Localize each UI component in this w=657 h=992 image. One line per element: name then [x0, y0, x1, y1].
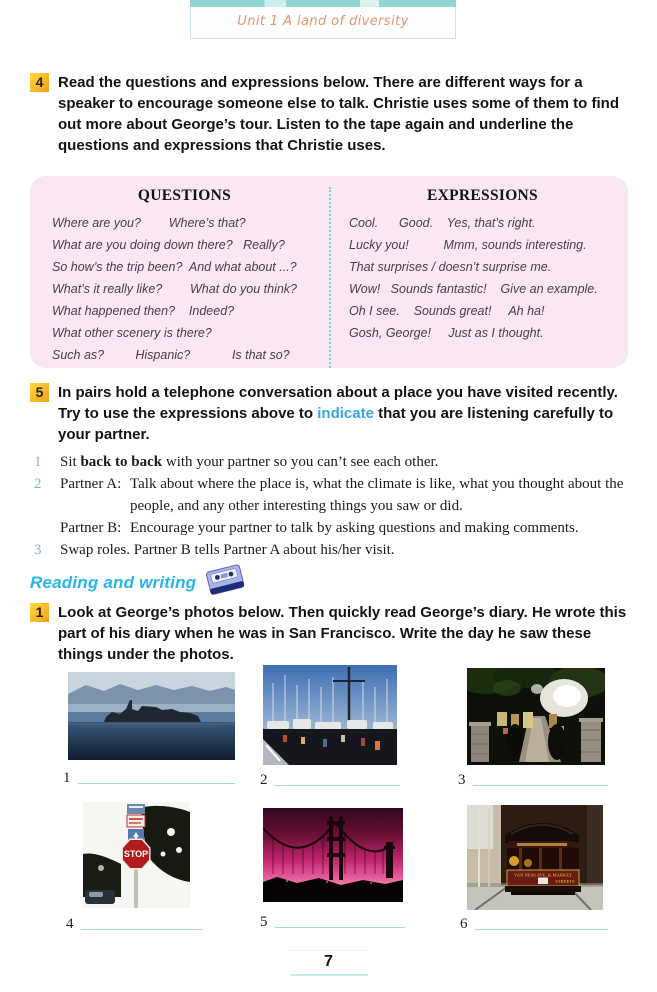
partner-b-row: [60, 517, 635, 539]
unit-title: Unit 1 A land of diversity: [190, 7, 456, 39]
photo-island-in-bay: [68, 672, 235, 760]
photo-caption-4: [66, 913, 202, 933]
answer-blank: [78, 783, 236, 784]
step-3: [34, 539, 635, 561]
exercise-4: [30, 72, 633, 156]
question-line: What are you doing down there? Really?: [52, 238, 285, 252]
photo-number: 3: [458, 772, 466, 788]
photo-marina-sailboats: [263, 665, 397, 765]
text-before: In pairs hold a telephone conversation about a place you have visited recently. Try to use the expressions above to: [58, 384, 618, 422]
question-line: What happened then? Indeed?: [52, 304, 235, 318]
answer-blank: [81, 929, 203, 930]
exercise-1-text: Look at George’s photos below. Then quickly read George’s diary. He wrote this part of his diary when he was in San Francisco. Write the day he saw these things under the photos.: [58, 604, 627, 663]
exercise-number-badge: 5: [30, 383, 49, 402]
exercise-5-text: [58, 382, 633, 445]
photo-grid: [0, 655, 657, 945]
answer-blank: [473, 785, 609, 786]
photo-stop-sign: [83, 802, 190, 908]
partner-b-text: Encourage your partner to talk by asking questions and making comments.: [130, 520, 579, 536]
questions-title: QUESTIONS: [137, 187, 232, 204]
exercise-5: [30, 382, 633, 445]
question-line: What other scenery is there?: [52, 326, 212, 340]
photo-number: 4: [66, 916, 74, 932]
section-heading: [30, 567, 244, 599]
step-1-text: [60, 451, 635, 473]
partner-a-row: [60, 473, 635, 517]
exercise-number-badge: 4: [30, 73, 49, 92]
photo-cable-car: [467, 805, 603, 910]
expression-line: Lucky you! Mmm, sounds interesting.: [349, 238, 587, 252]
text-after: that you are listening carefully to your partner.: [58, 405, 614, 443]
photo-number: 2: [260, 772, 268, 788]
expressions-column: [329, 187, 628, 368]
expressions-title: EXPRESSIONS: [427, 187, 538, 204]
partner-b-label: Partner B:: [60, 520, 122, 536]
expression-line: Gosh, George! Just as I thought.: [349, 326, 544, 340]
photo-caption-1: [63, 767, 235, 787]
step-3-text: Swap roles. Partner B tells Partner A about his/her visit.: [60, 542, 395, 558]
answer-blank: [475, 929, 609, 930]
step-number: 2: [34, 476, 42, 492]
section-heading-title: Reading and writing: [30, 573, 197, 592]
exercise-number-badge: 1: [30, 603, 49, 622]
answer-blank: [275, 927, 406, 928]
exercise-4-text: Read the questions and expressions below. There are different ways for a speaker to encourage someone else to talk. Christie uses some of them to find out more about George’s tour. Listen to the tape again and underline the questions and expressions that Christie uses.: [58, 74, 619, 154]
header-teal-band: [190, 0, 456, 7]
photo-golden-gate-bridge: [263, 808, 403, 902]
cable-car-sign-line2: STREETS: [555, 879, 575, 884]
page-number: 7: [290, 950, 368, 976]
step-2: [34, 473, 635, 539]
questions-column: [30, 187, 329, 368]
cassette-icon: [205, 563, 248, 603]
step-1-pre: Sit: [60, 454, 81, 470]
answer-blank: [275, 785, 401, 786]
photo-caption-6: [460, 913, 608, 933]
photo-caption-3: [458, 769, 608, 789]
question-line: Such as? Hispanic? Is that so?: [52, 348, 290, 362]
step-1-bold: back to back: [80, 454, 163, 470]
phrase-box: [30, 176, 628, 368]
question-line: So how’s the trip been? And what about ...?: [52, 260, 297, 274]
highlighted-word: indicate: [317, 405, 374, 422]
exercise-5-steps: [34, 451, 635, 561]
expression-line: That surprises / doesn’t surprise me.: [349, 260, 552, 274]
expression-line: Oh I see. Sounds great! Ah ha!: [349, 304, 545, 318]
photo-number: 5: [260, 914, 268, 930]
stop-sign-text: STOP: [123, 849, 149, 859]
photo-caption-2: [260, 769, 400, 789]
question-line: Where are you? Where’s that?: [52, 216, 246, 230]
cable-car-sign-line1: VAN NESS AVE. & MARKET: [514, 872, 572, 878]
photo-street-market: [467, 668, 605, 765]
page-footer: [0, 950, 657, 976]
step-1: [34, 451, 635, 473]
photo-number: 1: [63, 770, 71, 786]
partner-a-label: Partner A:: [60, 476, 122, 492]
expression-line: Cool. Good. Yes, that’s right.: [349, 216, 536, 230]
partner-a-text: Talk about where the place is, what the climate is like, what you thought about the people, and any other interesting things you saw or did.: [130, 476, 624, 514]
photo-caption-5: [260, 911, 405, 931]
expression-line: Wow! Sounds fantastic! Give an example.: [349, 282, 598, 296]
step-number: 1: [34, 454, 42, 470]
step-1-post: with your partner so you can’t see each other.: [162, 454, 439, 470]
photo-number: 6: [460, 916, 468, 932]
question-line: What’s it really like? What do you think?: [52, 282, 298, 296]
step-number: 3: [34, 542, 42, 558]
unit-header: [190, 0, 456, 39]
